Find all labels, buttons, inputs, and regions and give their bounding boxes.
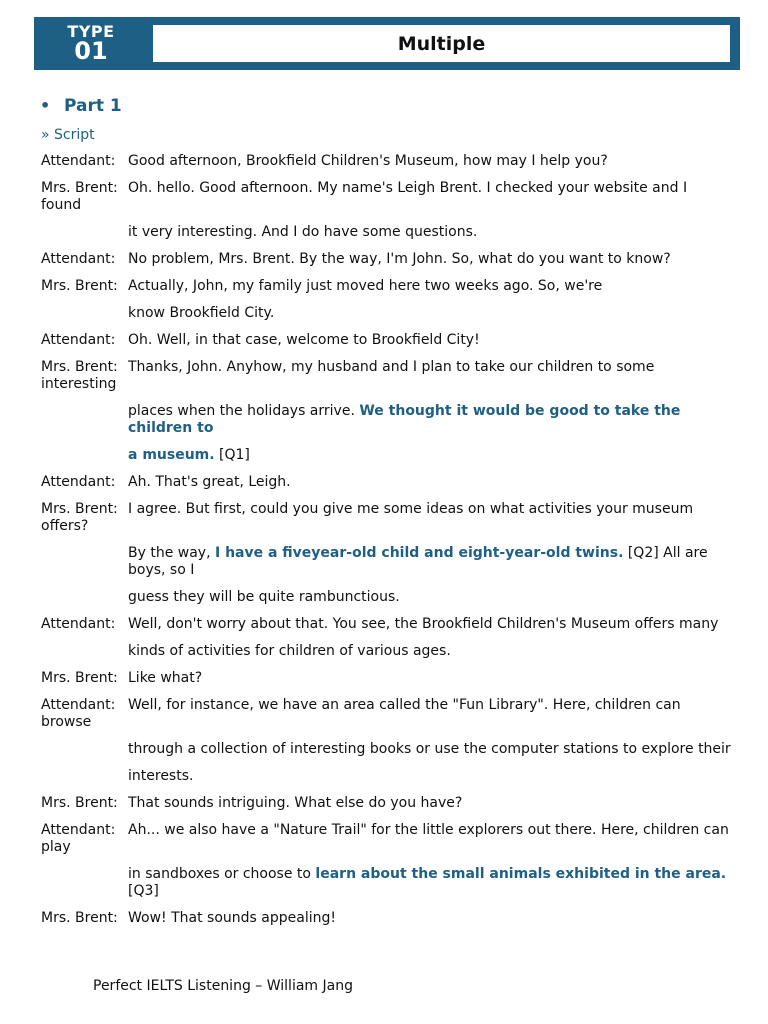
dialog-text: Wow! That sounds appealing!	[128, 910, 336, 926]
footer-text: Perfect IELTS Listening – William Jang	[93, 978, 353, 994]
dialog-line	[41, 180, 731, 214]
script-label: » Script	[41, 127, 95, 143]
dialog-line	[41, 589, 731, 606]
dialog-text: in sandboxes or choose to	[128, 866, 316, 882]
dialog-text: kinds of activities for children of various ages.	[128, 643, 451, 659]
speaker-label: Mrs. Brent:	[41, 670, 118, 686]
dialog-line	[41, 332, 731, 349]
dialog-text: By the way,	[128, 545, 215, 561]
dialog-text: [Q2] All are boys, so I	[128, 545, 708, 578]
dialog-line	[41, 670, 731, 687]
dialog-text: Well, for instance, we have an area called the "Fun Library". Here, children can browse	[41, 697, 681, 730]
dialog-line	[41, 224, 731, 241]
dialog-line	[41, 866, 731, 900]
speaker-label: Mrs. Brent:	[41, 180, 118, 196]
dialog-line	[41, 403, 731, 437]
dialog-line	[41, 697, 731, 731]
page-title: Multiple	[151, 23, 732, 64]
section-heading	[40, 96, 122, 116]
dialog-text: Thanks, John. Anyhow, my husband and I plan to take our children to some interesting	[41, 359, 655, 392]
type-label: TYPE	[67, 22, 115, 41]
dialog-text: know Brookfield City.	[128, 305, 275, 321]
bullet-icon: •	[40, 96, 51, 115]
dialog-transcript	[41, 153, 731, 937]
dialog-text: That sounds intriguing. What else do you have?	[128, 795, 463, 811]
section-title: Part 1	[64, 96, 122, 116]
dialog-line	[41, 359, 731, 393]
answer-highlight: I have a fiveyear-old child and eight-year-old twins.	[214, 545, 624, 561]
dialog-text: Ah. That's great, Leigh.	[128, 474, 291, 490]
dialog-line	[41, 501, 731, 535]
dialog-line	[41, 768, 731, 785]
dialog-line	[41, 305, 731, 322]
speaker-label: Attendant:	[41, 697, 116, 713]
speaker-label: Mrs. Brent:	[41, 910, 118, 926]
speaker-label: Mrs. Brent:	[41, 501, 118, 517]
speaker-label: Attendant:	[41, 332, 116, 348]
dialog-line	[41, 251, 731, 268]
answer-highlight: We thought it would be good to take the children to	[128, 403, 681, 436]
dialog-text: Good afternoon, Brookfield Children's Museum, how may I help you?	[128, 153, 608, 169]
dialog-line	[41, 616, 731, 633]
type-badge	[34, 17, 148, 70]
dialog-line	[41, 447, 731, 464]
dialog-text: No problem, Mrs. Brent. By the way, I'm John. So, what do you want to know?	[128, 251, 671, 267]
speaker-label: Attendant:	[41, 153, 116, 169]
speaker-label: Attendant:	[41, 251, 116, 267]
dialog-line	[41, 474, 731, 491]
dialog-line	[41, 153, 731, 170]
dialog-text: interests.	[128, 768, 194, 784]
dialog-text: [Q1]	[214, 447, 250, 463]
dialog-text: Actually, John, my family just moved here two weeks ago. So, we're	[128, 278, 603, 294]
speaker-label: Attendant:	[41, 474, 116, 490]
dialog-text: Well, don't worry about that. You see, the Brookfield Children's Museum offers many	[128, 616, 719, 632]
dialog-line	[41, 822, 731, 856]
speaker-label: Attendant:	[41, 822, 116, 838]
dialog-text: through a collection of interesting books or use the computer stations to explore their	[128, 741, 731, 757]
dialog-line	[41, 278, 731, 295]
dialog-text: places when the holidays arrive.	[128, 403, 360, 419]
speaker-label: Mrs. Brent:	[41, 795, 118, 811]
dialog-text: it very interesting. And I do have some questions.	[128, 224, 478, 240]
dialog-line	[41, 910, 731, 927]
dialog-line	[41, 545, 731, 579]
dialog-text: I agree. But first, could you give me some ideas on what activities your museum offers?	[41, 501, 694, 534]
answer-highlight: a museum.	[128, 447, 215, 463]
dialog-line	[41, 741, 731, 758]
speaker-label: Mrs. Brent:	[41, 359, 118, 375]
type-number: 01	[74, 37, 108, 65]
answer-highlight: learn about the small animals exhibited in the area.	[315, 866, 727, 882]
dialog-text: [Q3]	[128, 883, 159, 899]
dialog-text: Ah... we also have a "Nature Trail" for the little explorers out there. Here, children can play	[41, 822, 729, 855]
header-bar	[34, 17, 740, 70]
speaker-label: Attendant:	[41, 616, 116, 632]
dialog-text: Oh. hello. Good afternoon. My name's Leigh Brent. I checked your website and I found	[41, 180, 688, 213]
dialog-line	[41, 795, 731, 812]
speaker-label: Mrs. Brent:	[41, 278, 118, 294]
dialog-text: Oh. Well, in that case, welcome to Brookfield City!	[128, 332, 480, 348]
dialog-line	[41, 643, 731, 660]
dialog-text: Like what?	[128, 670, 203, 686]
dialog-text: guess they will be quite rambunctious.	[128, 589, 400, 605]
